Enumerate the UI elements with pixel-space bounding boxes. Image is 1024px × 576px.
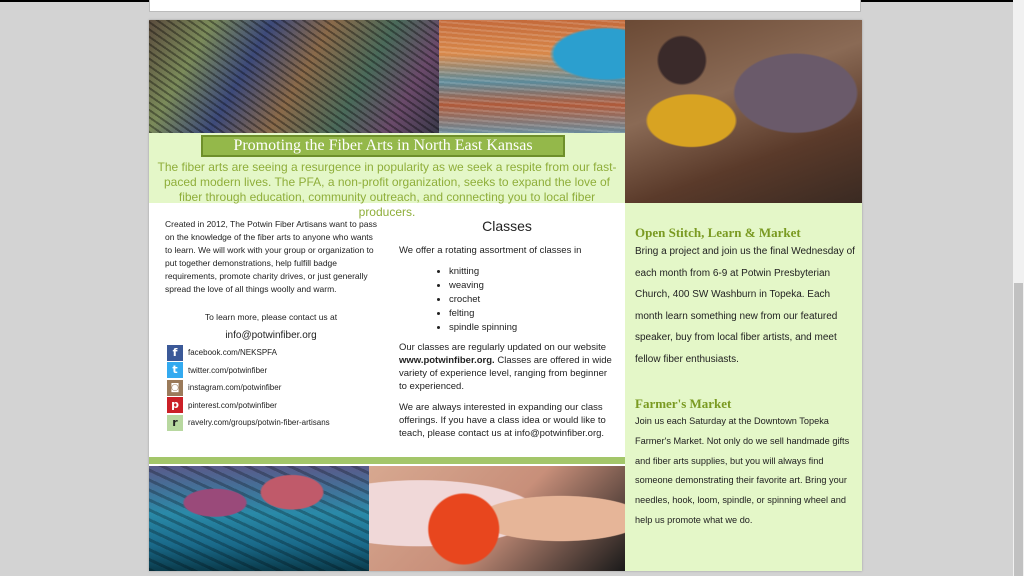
website-link[interactable]: www.potwinfiber.org. xyxy=(399,355,495,366)
contact-email[interactable]: info@potwinfiber.org xyxy=(225,330,317,341)
tagline: The fiber arts are seeing a resurgence in popularity as we seek a respite from our fast-paced modern lives. The PFA, a non-profit organization, seeks to expand the love of fiber through education, community outreach, and connecting you to local fiber producers. xyxy=(157,160,617,219)
classes-list xyxy=(399,265,615,335)
open-stitch-text: Bring a project and join us the final Wednesday of each month from 6-9 at Potwin Presbyterian Church, 400 SW Washburn in Topeka. Each month learn something new from our featured speaker, buy from local fiber artists, and meet fellow fiber enthusiasts. xyxy=(635,246,855,365)
yarn-skein-photo xyxy=(149,20,439,133)
events-sidebar xyxy=(625,203,862,571)
social-link-twitter[interactable] xyxy=(167,362,387,380)
instagram-icon: ◙ xyxy=(167,380,183,396)
yarn-ball-photo xyxy=(439,20,625,133)
twitter-icon: t xyxy=(167,362,183,378)
social-links xyxy=(167,344,387,432)
website-pre: Our classes are regularly updated on our website xyxy=(399,342,607,353)
classes-title: Classes xyxy=(482,218,532,234)
classes-website-para xyxy=(399,341,615,393)
social-label: ravelry.com/groups/potwin-fiber-artisans xyxy=(188,418,330,428)
social-link-instagram[interactable] xyxy=(167,379,387,397)
knitting-group-photo xyxy=(625,20,862,203)
social-label: facebook.com/NEKSPFA xyxy=(188,348,277,358)
banner-area xyxy=(149,133,625,219)
banner-title: Promoting the Fiber Arts in North East Kansas xyxy=(201,135,565,157)
roving-photo xyxy=(149,466,369,571)
social-label: pinterest.com/potwinfiber xyxy=(188,400,277,410)
social-link-facebook[interactable] xyxy=(167,344,387,362)
social-link-ravelry[interactable] xyxy=(167,414,387,432)
farmers-market-heading: Farmer's Market xyxy=(635,396,732,411)
classes-intro: We offer a rotating assortment of classes in xyxy=(399,245,582,256)
class-item: • crochet xyxy=(449,293,615,307)
farmers-market-block xyxy=(635,396,857,531)
class-item: • felting xyxy=(449,307,615,321)
felting-photo xyxy=(369,466,625,571)
pinterest-icon: p xyxy=(167,397,183,413)
scrollbar-thumb[interactable] xyxy=(1014,283,1023,576)
class-item: • weaving xyxy=(449,279,615,293)
open-stitch-block xyxy=(635,225,857,370)
facebook-icon: f xyxy=(167,345,183,361)
farmers-market-text: Join us each Saturday at the Downtown Topeka Farmer's Market. Not only do we sell handmade gifts and fiber arts supplies, but you will always find someone demonstrating their favorite art. Bring your needles, hook, loom, spindle, or spinning wheel and help us promote what we do. xyxy=(635,416,850,525)
ravelry-icon: r xyxy=(167,415,183,431)
social-link-pinterest[interactable] xyxy=(167,397,387,415)
class-item: • spindle spinning xyxy=(449,321,615,335)
classes-interest: We are always interested in expanding our class offerings. If you have a class idea or would like to teach, please contact us at info@potwinfiber.org. xyxy=(399,402,606,439)
class-item: • knitting xyxy=(449,265,615,279)
social-label: instagram.com/potwinfiber xyxy=(188,383,282,393)
open-stitch-heading: Open Stitch, Learn & Market xyxy=(635,225,801,240)
website-post: Classes are offered in wide variety of experience level, ranging from beginner to experienced. xyxy=(399,355,612,392)
learn-more-text: To learn more, please contact us at xyxy=(204,312,338,322)
content-page xyxy=(149,20,862,571)
classes-section xyxy=(399,216,615,448)
section-divider xyxy=(149,457,625,464)
about-text: Created in 2012, The Potwin Fiber Artisans want to pass on the knowledge of the fiber arts to anyone who wants to learn. We will work with your group or organization to put together demonstrations, help fulfill badge requirements, promote charity drives, or just generally spread the love of all things woolly and warm. xyxy=(165,219,377,294)
social-label: twitter.com/potwinfiber xyxy=(188,365,268,375)
previous-section-card xyxy=(149,0,861,12)
